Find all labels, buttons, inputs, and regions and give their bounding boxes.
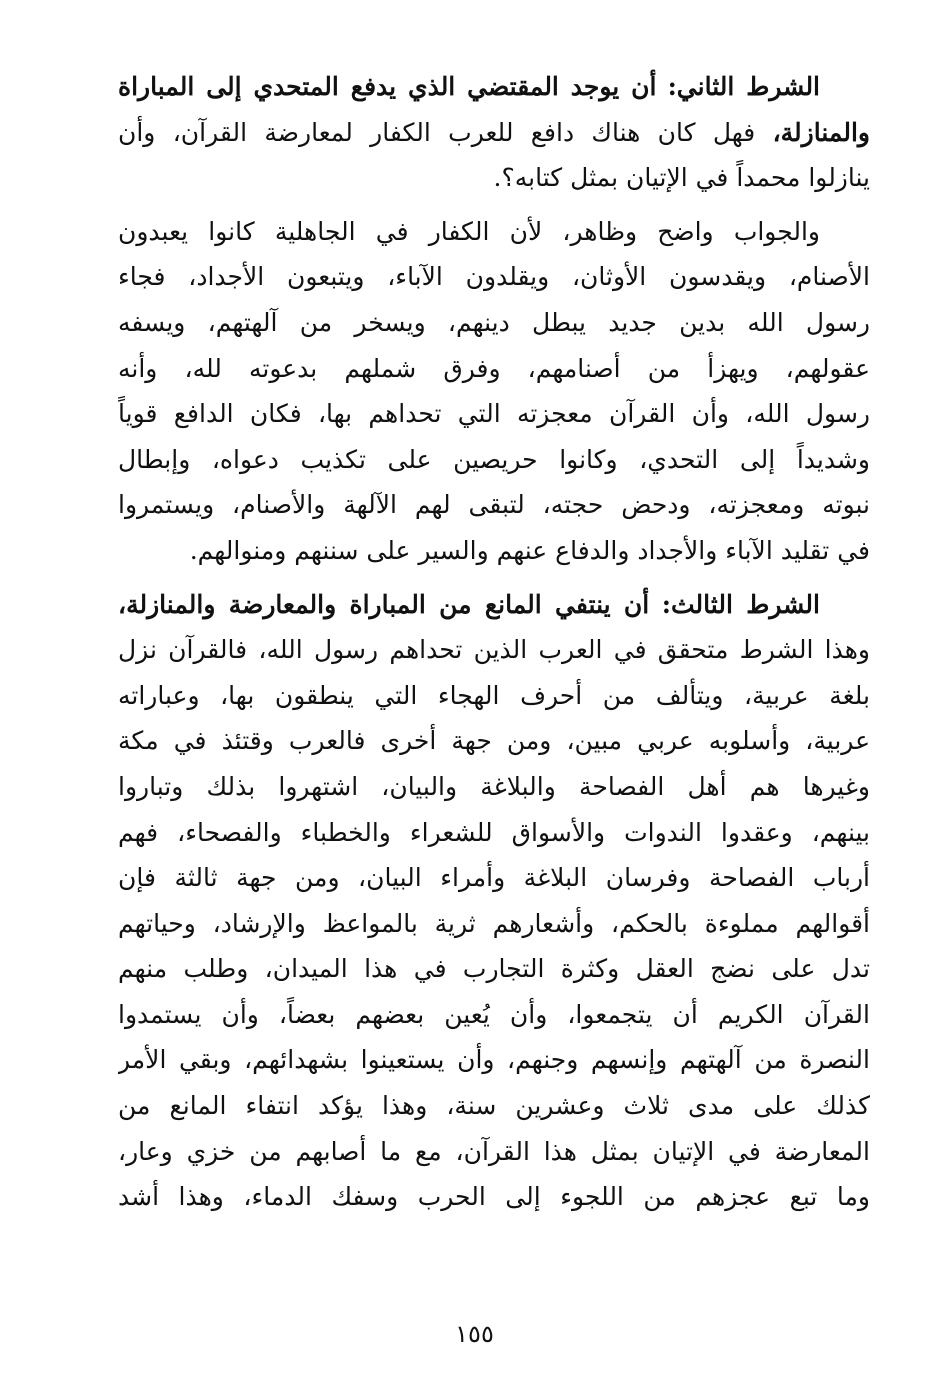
section-heading: الشرط الثالث: bbox=[661, 589, 820, 619]
text-line bbox=[118, 810, 870, 856]
line-text: القرآن الكريم أن يتجمعوا، وأن يُعين بعضهم بعضاً، وأن يستمدوا bbox=[118, 999, 870, 1029]
text-line bbox=[118, 209, 870, 255]
text-line bbox=[118, 155, 870, 201]
text-line bbox=[118, 528, 870, 574]
line-text: أقوالهم مملوءة بالحكم، وأشعارهم ثرية بالمواعظ والإرشاد، وحياتهم bbox=[118, 908, 870, 938]
line-text: أرباب الفصاحة وفرسان البلاغة وأمراء البيان، ومن جهة ثالثة فإن bbox=[118, 863, 870, 893]
text-line bbox=[118, 391, 870, 437]
text-line bbox=[118, 1083, 870, 1129]
line-text: وما تبع عجزهم من اللجوء إلى الحرب وسفك الدماء، وهذا أشد bbox=[118, 1182, 870, 1212]
text-line bbox=[118, 718, 870, 764]
line-text: كذلك على مدى ثلاث وعشرين سنة، وهذا يؤكد انتفاء المانع من bbox=[118, 1091, 870, 1121]
line-text: نبوته ومعجزته، ودحض حجته، لتبقى لهم الآلهة والأصنام، ويستمروا bbox=[118, 490, 870, 520]
text-line bbox=[118, 1129, 870, 1175]
text-line bbox=[118, 64, 870, 110]
regular-segment: فهل كان هناك دافع للعرب الكفار لمعارضة القرآن، وأن bbox=[118, 117, 773, 147]
text-line bbox=[118, 254, 870, 300]
text-line bbox=[118, 110, 870, 156]
line-text: وشديداً إلى التحدي، وكانوا حريصين على تكذيب دعواه، وإبطال bbox=[118, 444, 870, 474]
line-text: النصرة من آلهتهم وإنسهم وجنهم، وأن يستعينوا بشهدائهم، وبقي الأمر bbox=[118, 1045, 870, 1075]
line-text: بلغة عربية، ويتألف من أحرف الهجاء التي ينطقون بها، وعباراته bbox=[118, 680, 870, 710]
line-text: أن يوجد المقتضي الذي يدفع المتحدي إلى المباراة bbox=[118, 72, 657, 101]
body-text bbox=[118, 64, 870, 1220]
line-text: وغيرها هم أهل الفصاحة والبلاغة والبيان، اشتهروا بذلك وتباروا bbox=[118, 771, 870, 801]
text-line bbox=[118, 901, 870, 947]
text-line bbox=[118, 437, 870, 483]
line-text: في تقليد الآباء والأجداد والدفاع عنهم والسير على سننهم ومنوالهم. bbox=[189, 535, 870, 565]
text-line bbox=[118, 582, 870, 628]
line-text: عربية، وأسلوبه عربي مبين، ومن جهة أخرى فالعرب وقتئذ في مكة bbox=[118, 726, 870, 756]
text-line bbox=[118, 992, 870, 1038]
line-text: رسول الله، وأن القرآن معجزته التي تحداهم بها، فكان الدافع قوياً bbox=[118, 399, 870, 429]
line-text: رسول الله بدين جديد يبطل دينهم، ويسخر من آلهتهم، ويسفه bbox=[118, 307, 870, 337]
text-line bbox=[118, 673, 870, 719]
text-line bbox=[118, 764, 870, 810]
line-text: بينهم، وعقدوا الندوات والأسواق للشعراء والخطباء والفصحاء، فهم bbox=[118, 817, 870, 847]
line-text: وهذا الشرط متحقق في العرب الذين تحداهم رسول الله، فالقرآن نزل bbox=[118, 635, 870, 665]
line-text: عقولهم، ويهزأ من أصنامهم، وفرق شملهم بدعوته لله، وأنه bbox=[118, 353, 870, 383]
line-text bbox=[118, 118, 870, 147]
text-line bbox=[118, 627, 870, 673]
section-heading: الشرط الثاني: bbox=[667, 72, 821, 101]
line-text: والجواب واضح وظاهر، لأن الكفار في الجاهلية كانوا يعبدون bbox=[118, 216, 820, 246]
line-text: أن ينتفي المانع من المباراة والمعارضة والمنازلة، bbox=[118, 589, 650, 619]
page-number: ١٥٥ bbox=[455, 1320, 494, 1348]
text-line bbox=[118, 346, 870, 392]
line-text: الأصنام، ويقدسون الأوثان، ويقلدون الآباء، ويتبعون الأجداد، فجاء bbox=[118, 262, 870, 292]
text-line bbox=[118, 946, 870, 992]
text-line bbox=[118, 1174, 870, 1220]
line-text: تدل على نضج العقل وكثرة التجارب في هذا الميدان، وطلب منهم bbox=[118, 954, 870, 984]
text-line bbox=[118, 855, 870, 901]
line-text: المعارضة في الإتيان بمثل هذا القرآن، مع ما أصابهم من خزي وعار، bbox=[118, 1136, 870, 1166]
text-line bbox=[118, 482, 870, 528]
bold-segment: والمنازلة، bbox=[772, 117, 870, 147]
line-text: ينازلوا محمداً في الإتيان بمثل كتابه؟. bbox=[493, 163, 870, 193]
text-line bbox=[118, 1037, 870, 1083]
text-line bbox=[118, 300, 870, 346]
